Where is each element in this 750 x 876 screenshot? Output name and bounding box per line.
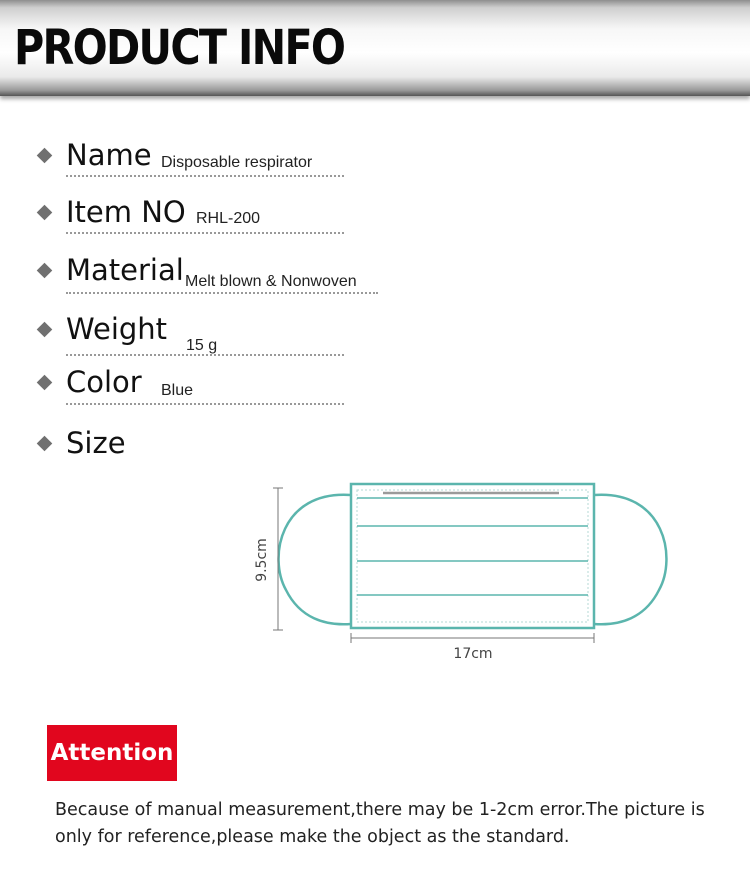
mask-body: [351, 484, 594, 628]
color-label: Color: [66, 365, 142, 399]
info-row-item-no: [0, 197, 750, 247]
dotted-divider: [66, 175, 344, 177]
attention-badge: [47, 725, 177, 781]
dotted-divider: [66, 292, 378, 294]
info-row-name: [0, 140, 750, 190]
weight-value: 15 g: [186, 337, 218, 354]
attention-title: Attention: [50, 740, 174, 766]
item-no-label: Item NO: [66, 195, 186, 229]
diamond-bullet-icon: [37, 263, 53, 279]
name-value: Disposable respirator: [161, 154, 313, 171]
dotted-divider: [66, 403, 344, 405]
info-row-weight: [0, 314, 750, 364]
page-title: PRODUCT INFO: [14, 20, 345, 76]
right-ear-loop: [594, 495, 666, 625]
item-no-value: RHL-200: [196, 210, 261, 227]
info-row-size: [0, 428, 750, 478]
material-label: Material: [66, 253, 184, 287]
diamond-bullet-icon: [37, 375, 53, 391]
height-label: 9.5cm: [254, 538, 270, 582]
mask-size-diagram: [250, 478, 670, 668]
width-label: 17cm: [453, 646, 493, 662]
color-value: Blue: [161, 382, 194, 399]
header-banner: [0, 0, 750, 96]
dotted-divider: [66, 232, 344, 234]
left-ear-loop: [279, 495, 351, 625]
weight-label: Weight: [66, 312, 168, 346]
diamond-bullet-icon: [37, 148, 53, 164]
diamond-bullet-icon: [37, 436, 53, 452]
diamond-bullet-icon: [37, 205, 53, 221]
mask-illustration: [250, 478, 670, 668]
material-value: Melt blown & Nonwoven: [185, 273, 357, 290]
info-row-color: [0, 367, 750, 417]
dotted-divider: [66, 354, 344, 356]
info-row-material: [0, 255, 750, 305]
attention-note: Because of manual measurement,there may be 1-2cm error.The picture is only for reference,please make the object as the standard.: [55, 800, 705, 847]
size-label: Size: [66, 426, 126, 460]
name-label: Name: [66, 138, 152, 172]
diamond-bullet-icon: [37, 322, 53, 338]
